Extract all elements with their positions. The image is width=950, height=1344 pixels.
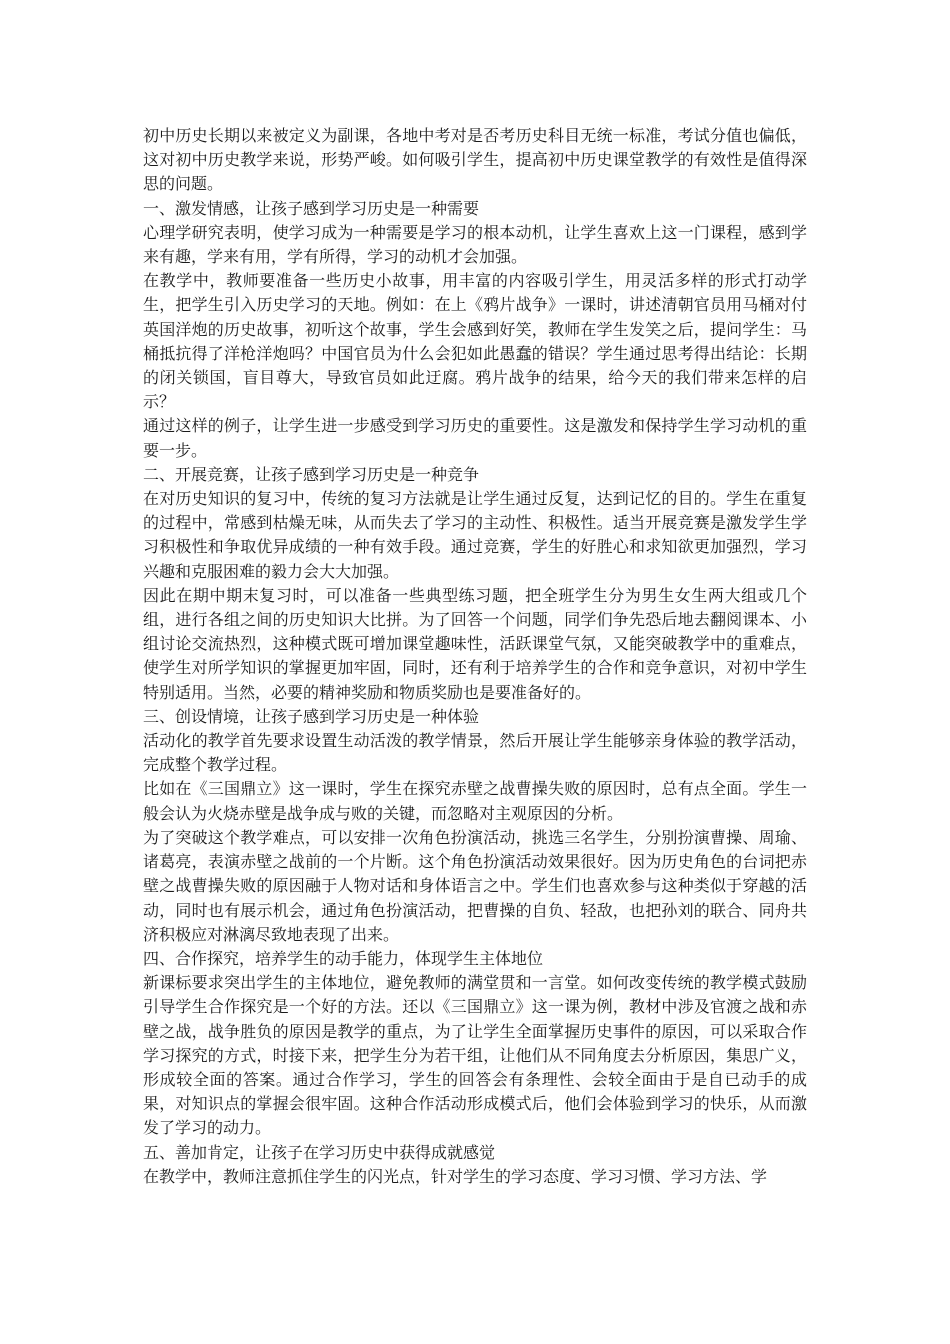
paragraph: 因此在期中期末复习时，可以准备一些典型练习题，把全班学生分为男生女生两大组或几个组，进行各组之间的历史知识大比拼。为了回答一个问题，同学们争先恐后地去翻阅课本、小组讨论交流热烈，这种模式既可增加课堂趣味性，活跃课堂气氛，又能突破教学中的重难点，使学生对所学知识的掌握更加牢固，同时，还有利于培养学生的合作和竞争意识，对初中学生特别适用。当然，必要的精神奖励和物质奖励也是要准备好的。 (143, 585, 807, 702)
section-heading-5: 五、善加肯定，让孩子在学习历史中获得成就感觉 (143, 1142, 496, 1162)
intro-paragraph: 初中历史长期以来被定义为副课，各地中考对是否考历史科目无统一标准，考试分值也偏低，这对初中历史教学来说，形势严峻。如何吸引学生，提高初中历史课堂教学的有效性是值得深思的问题。 (143, 126, 807, 194)
paragraph: 比如在《三国鼎立》这一课时，学生在探究赤壁之战曹操失败的原因时，总有点全面。学生一般会认为火烧赤壁是战争成与败的关键，而忽略对主观原因的分析。 (143, 779, 807, 823)
paragraph: 在教学中，教师注意抓住学生的闪光点，针对学生的学习态度、学习习惯、学习方法、学 (143, 1166, 768, 1186)
paragraph: 活动化的教学首先要求设置生动活泼的教学情景，然后开展让学生能够亲身体验的教学活动，完成整个教学过程。 (143, 731, 807, 775)
paragraph: 在教学中，教师要准备一些历史小故事，用丰富的内容吸引学生，用灵活多样的形式打动学生，把学生引入历史学习的天地。例如：在上《鸦片战争》一课时，讲述清朝官员用马桶对付英国洋炮的历史故事，初听这个故事，学生会感到好笑，教师在学生发笑之后，提问学生：马桶抵抗得了洋枪洋炮吗？中国官员为什么会犯如此愚蠢的错误？学生通过思考得出结论：长期的闭关锁国，盲目尊大，导致官员如此迂腐。鸦片战争的结果，给今天的我们带来怎样的启示？ (143, 271, 807, 412)
section-heading-3: 三、创设情境，让孩子感到学习历史是一种体验 (143, 706, 480, 726)
paragraph: 为了突破这个教学难点，可以安排一次角色扮演活动，挑选三名学生，分别扮演曹操、周瑜、诸葛亮，表演赤壁之战前的一个片断。这个角色扮演活动效果很好。因为历史角色的台词把赤壁之战曹操失败的原因融于人物对话和身体语言之中。学生们也喜欢参与这种类似于穿越的活动，同时也有展示机会，通过角色扮演活动，把曹操的自负、轻敌，也把孙刘的联合、同舟共济积极应对淋漓尽致地表现了出来。 (143, 827, 807, 944)
section-heading-2: 二、开展竞赛，让孩子感到学习历史是一种竞争 (143, 464, 480, 484)
paragraph: 新课标要求突出学生的主体地位，避免教师的满堂贯和一言堂。如何改变传统的教学模式鼓励引导学生合作探究是一个好的方法。还以《三国鼎立》这一课为例，教材中涉及官渡之战和赤壁之战，战争胜负的原因是教学的重点，为了让学生全面掌握历史事件的原因，可以采取合作学习探究的方式，时接下来，把学生分为若干组，让他们从不同角度去分析原因，集思广义，形成较全面的答案。通过合作学习，学生的回答会有条理性、会较全面由于是自已动手的成果，对知识点的掌握会很牢固。这种合作活动形成模式后，他们会体验到学习的快乐，从而激发了学习的动力。 (143, 973, 807, 1138)
paragraph: 在对历史知识的复习中，传统的复习方法就是让学生通过反复，达到记忆的目的。学生在重复的过程中，常感到枯燥无味，从而失去了学习的主动性、积极性。适当开展竞赛是激发学生学习积极性和争取优异成绩的一种有效手段。通过竞赛，学生的好胜心和求知欲更加强烈，学习兴趣和克服困难的毅力会大大加强。 (143, 489, 807, 581)
paragraph: 通过这样的例子，让学生进一步感受到学习历史的重要性。这是激发和保持学生学习动机的重要一步。 (143, 416, 807, 460)
paragraph: 心理学研究表明，使学习成为一种需要是学习的根本动机，让学生喜欢上这一门课程，感到学来有趣，学来有用，学有所得，学习的动机才会加强。 (143, 222, 807, 267)
article-body (143, 124, 807, 1189)
section-heading-4: 四、合作探究，培养学生的动手能力，体现学生主体地位 (143, 948, 544, 968)
section-heading-1: 一、激发情感，让孩子感到学习历史是一种需要 (143, 198, 480, 218)
